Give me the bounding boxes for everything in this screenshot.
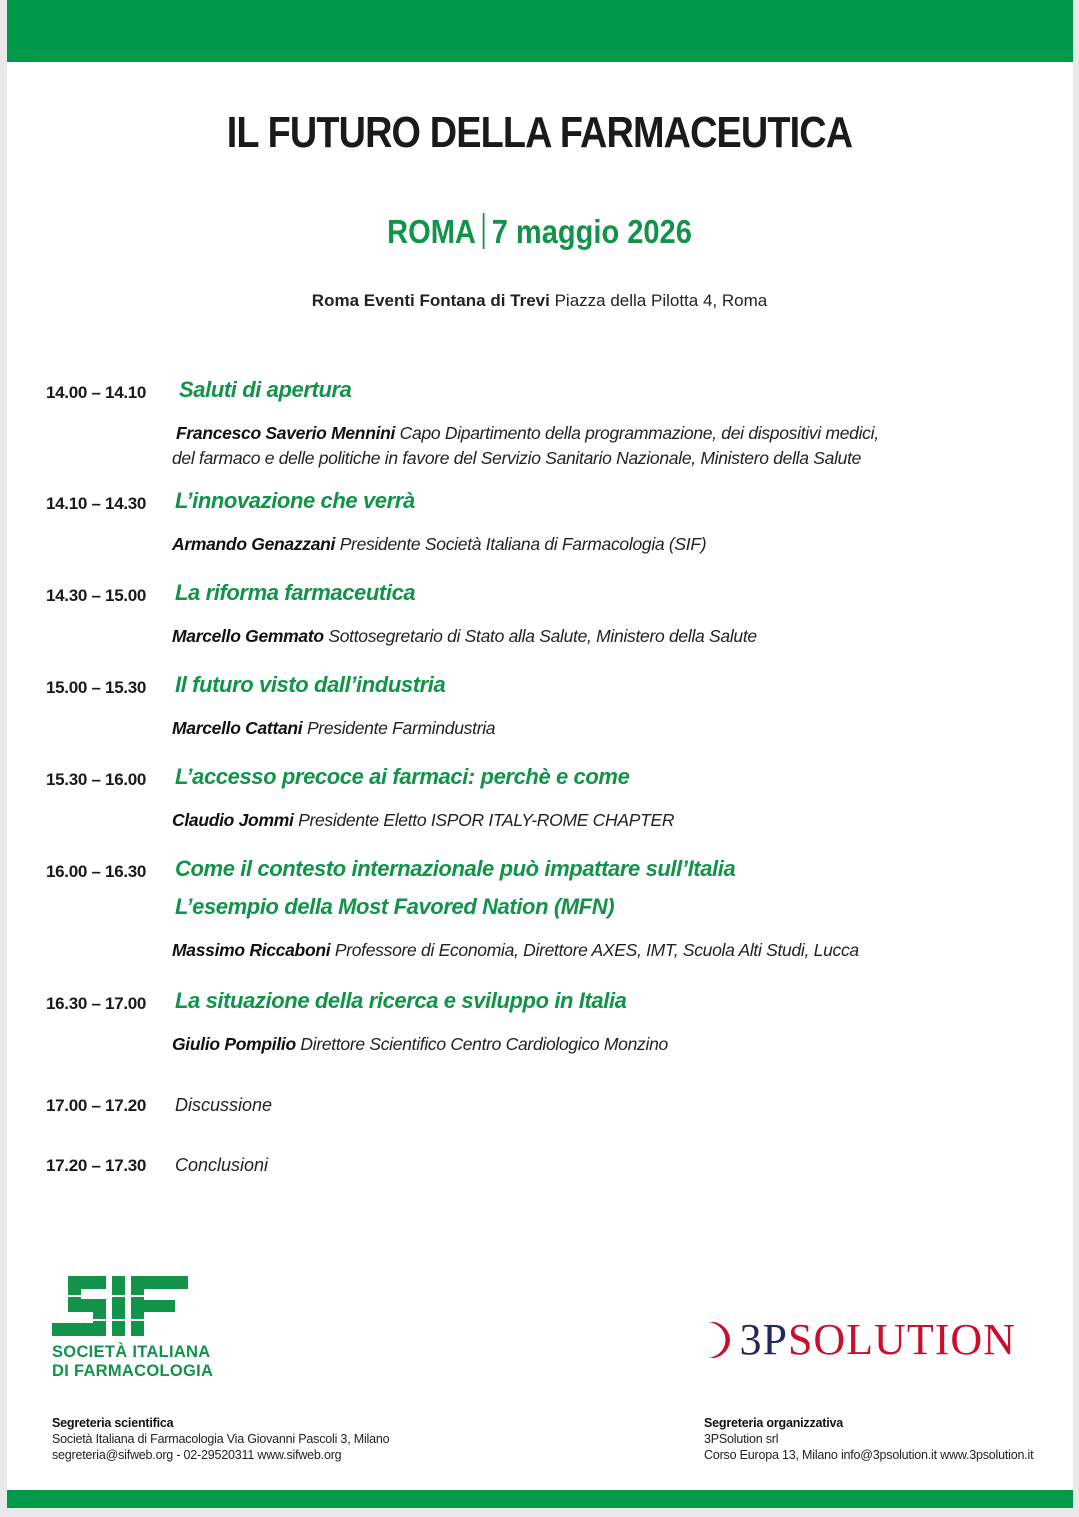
bottom-green-band: [7, 1490, 1073, 1508]
agenda-time: 17.20 – 17.30: [46, 1156, 147, 1175]
footer-left-line2: segreteria@sifweb.org - 02-29520311 www.sifweb.org: [52, 1448, 342, 1462]
event-city: ROMA: [387, 213, 476, 250]
agenda-time: 14.30 – 15.00: [46, 586, 147, 605]
speaker-role: Presidente Farmindustria: [306, 718, 496, 738]
speaker-role: Presidente Eletto ISPOR ITALY-ROME CHAPTER: [298, 810, 675, 830]
agenda-topic: Saluti di apertura: [179, 377, 352, 402]
agenda-time: 14.10 – 14.30: [46, 494, 147, 513]
agenda-time: 16.00 – 16.30: [46, 862, 147, 881]
sif-logo-name: [52, 1343, 213, 1381]
agenda-time: 17.00 – 17.20: [46, 1096, 147, 1115]
threep-solution-logo: [705, 1315, 1016, 1364]
agenda-speaker-line: [172, 534, 706, 555]
speaker-role: Capo Dipartimento della programmazione, dei dispositivi medici,: [399, 423, 879, 443]
speaker-role: Presidente Società Italiana di Farmacologia (SIF): [339, 534, 707, 554]
agenda-speaker-line: [176, 423, 879, 444]
speaker-name: Armando Genazzani: [172, 534, 336, 554]
threep-arc-icon: [705, 1318, 735, 1362]
agenda-time: 14.00 – 14.10: [46, 383, 147, 402]
speaker-role-continued: del farmaco e delle politiche in favore del Servizio Sanitario Nazionale, Ministero della Salute: [172, 448, 862, 468]
agenda-topic: Il futuro visto dall’industria: [175, 672, 446, 697]
agenda-speaker-line: [172, 718, 495, 739]
threep-wordmark: [739, 1315, 1016, 1364]
footer-organizing-secretariat: [704, 1415, 1033, 1463]
agenda-time: 15.30 – 16.00: [46, 770, 147, 789]
event-title: IL FUTURO DELLA FARMACEUTICA: [226, 108, 853, 157]
agenda-topic: L’accesso precoce ai farmaci: perchè e come: [175, 764, 630, 789]
footer-right-line2: Corso Europa 13, Milano info@3psolution.it www.3psolution.it: [704, 1448, 1034, 1462]
speaker-name: Claudio Jommi: [172, 810, 294, 830]
agenda-label: Discussione: [175, 1095, 273, 1115]
agenda-label: Conclusioni: [175, 1155, 269, 1175]
agenda-topic: La situazione della ricerca e sviluppo in Italia: [175, 988, 627, 1013]
event-date: 7 maggio 2026: [491, 213, 692, 250]
venue-name: Roma Eventi Fontana di Trevi: [311, 291, 550, 310]
speaker-name: Massimo Riccaboni: [172, 940, 331, 960]
sif-logo: [52, 1276, 188, 1336]
speaker-name: Marcello Cattani: [172, 718, 303, 738]
venue-address: Piazza della Pilotta 4, Roma: [554, 291, 768, 310]
agenda-speaker-line: [172, 626, 757, 647]
sif-name-line2: DI FARMACOLOGIA: [52, 1362, 214, 1380]
agenda-topic: La riforma farmaceutica: [175, 580, 416, 605]
agenda-speaker-line: [172, 940, 859, 961]
speaker-name: Giulio Pompilio: [172, 1034, 296, 1054]
agenda-topic: Come il contesto internazionale può impattare sull’Italia: [175, 856, 736, 881]
speaker-name: Marcello Gemmato: [172, 626, 324, 646]
agenda-topic-subtitle: L’esempio della Most Favored Nation (MFN): [175, 894, 615, 919]
page-frame-bottom: [0, 1508, 1079, 1517]
threep-wordmark-3p: 3P: [739, 1315, 788, 1364]
footer-right-line1: 3PSolution srl: [704, 1432, 779, 1446]
agenda-speaker-line: [172, 810, 674, 831]
agenda-topic: L’innovazione che verrà: [175, 488, 415, 513]
agenda-time: 16.30 – 17.00: [46, 994, 147, 1013]
speaker-name: Francesco Saverio Mennini: [176, 423, 396, 443]
footer-right-heading: Segreteria organizzativa: [704, 1416, 844, 1430]
speaker-role: Professore di Economia, Direttore AXES, IMT, Scuola Alti Studi, Lucca: [334, 940, 859, 960]
agenda-speaker-line: [172, 1034, 668, 1055]
speaker-role: Direttore Scientifico Centro Cardiologico Monzino: [300, 1034, 668, 1054]
threep-wordmark-solution: SOLUTION: [787, 1315, 1016, 1364]
agenda-time: 15.00 – 15.30: [46, 678, 147, 697]
footer-left-line1: Società Italiana di Farmacologia Via Giovanni Pascoli 3, Milano: [52, 1432, 390, 1446]
speaker-role: Sottosegretario di Stato alla Salute, Ministero della Salute: [328, 626, 757, 646]
footer-scientific-secretariat: [52, 1415, 389, 1463]
sif-name-line1: SOCIETÀ ITALIANA: [52, 1343, 211, 1361]
footer-left-heading: Segreteria scientifica: [52, 1416, 174, 1430]
